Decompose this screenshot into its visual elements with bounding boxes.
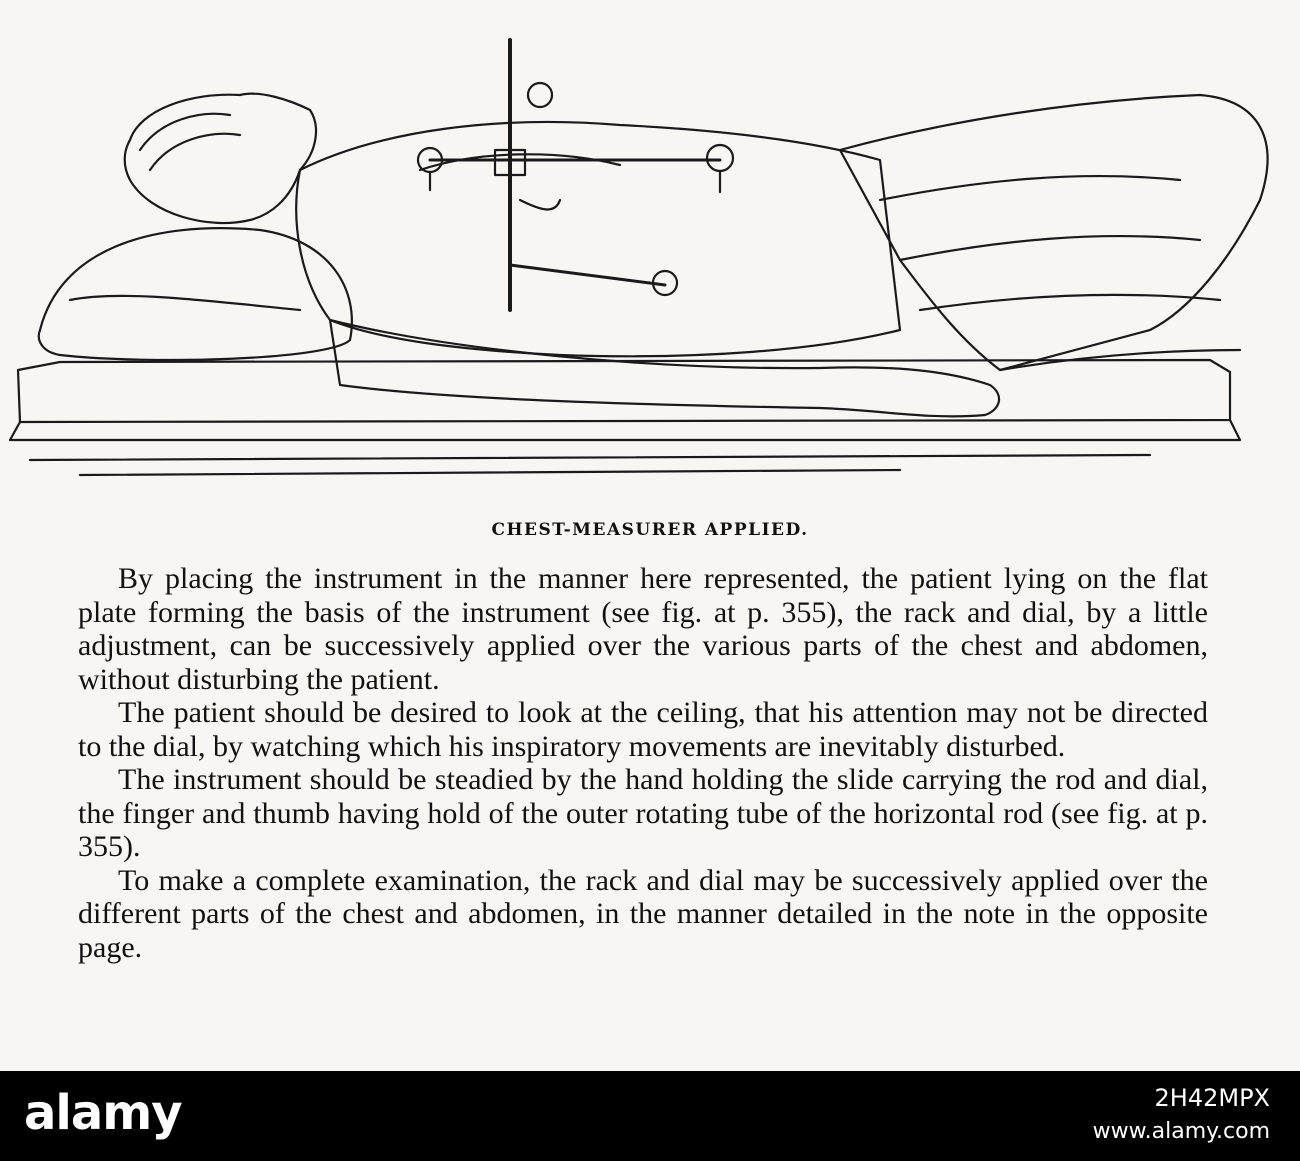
chest-measurer-engraving: [0, 0, 1300, 500]
alamy-logo: alamy: [24, 1085, 182, 1141]
paragraph: The instrument should be steadied by the hand holding the slide carrying the rod and dial, the finger and thumb having hold of the outer rotating tube of the horizontal rod (see fig. at p. 355).: [78, 763, 1208, 863]
arm: [330, 320, 999, 416]
dial-right: [707, 145, 733, 171]
torso: [296, 122, 900, 356]
dial-top: [528, 83, 552, 107]
watermark-banner: [0, 1071, 1300, 1161]
paragraph: The patient should be desired to look at the ceiling, that his attention may not be directed to the dial, by watching which his inspiratory movements are inevitably disturbed.: [78, 696, 1208, 763]
horizontal-rod-lower: [510, 265, 665, 285]
paragraph: To make a complete examination, the rack and dial may be successively applied over the different parts of the chest and abdomen, in the manner detailed in the note in the opposite page.: [78, 863, 1208, 964]
image-id-block: [1093, 1081, 1270, 1149]
image-id: 2H42MPX: [1154, 1084, 1270, 1112]
watermark-url: www.alamy.com: [1092, 1119, 1270, 1144]
figure-caption: CHEST-MEASURER APPLIED.: [491, 520, 809, 540]
drapery: [840, 95, 1268, 370]
pillow: [39, 228, 352, 360]
body-text: [78, 562, 1208, 964]
table-base: [18, 360, 1230, 422]
paragraph: By placing the instrument in the manner here represented, the patient lying on the flat plate forming the basis of the instrument (see fig. at p. 355), the rack and dial, by a little adjustment, can be successively applied over the various parts of the chest and abdomen, without disturbing the patient.: [78, 562, 1208, 696]
